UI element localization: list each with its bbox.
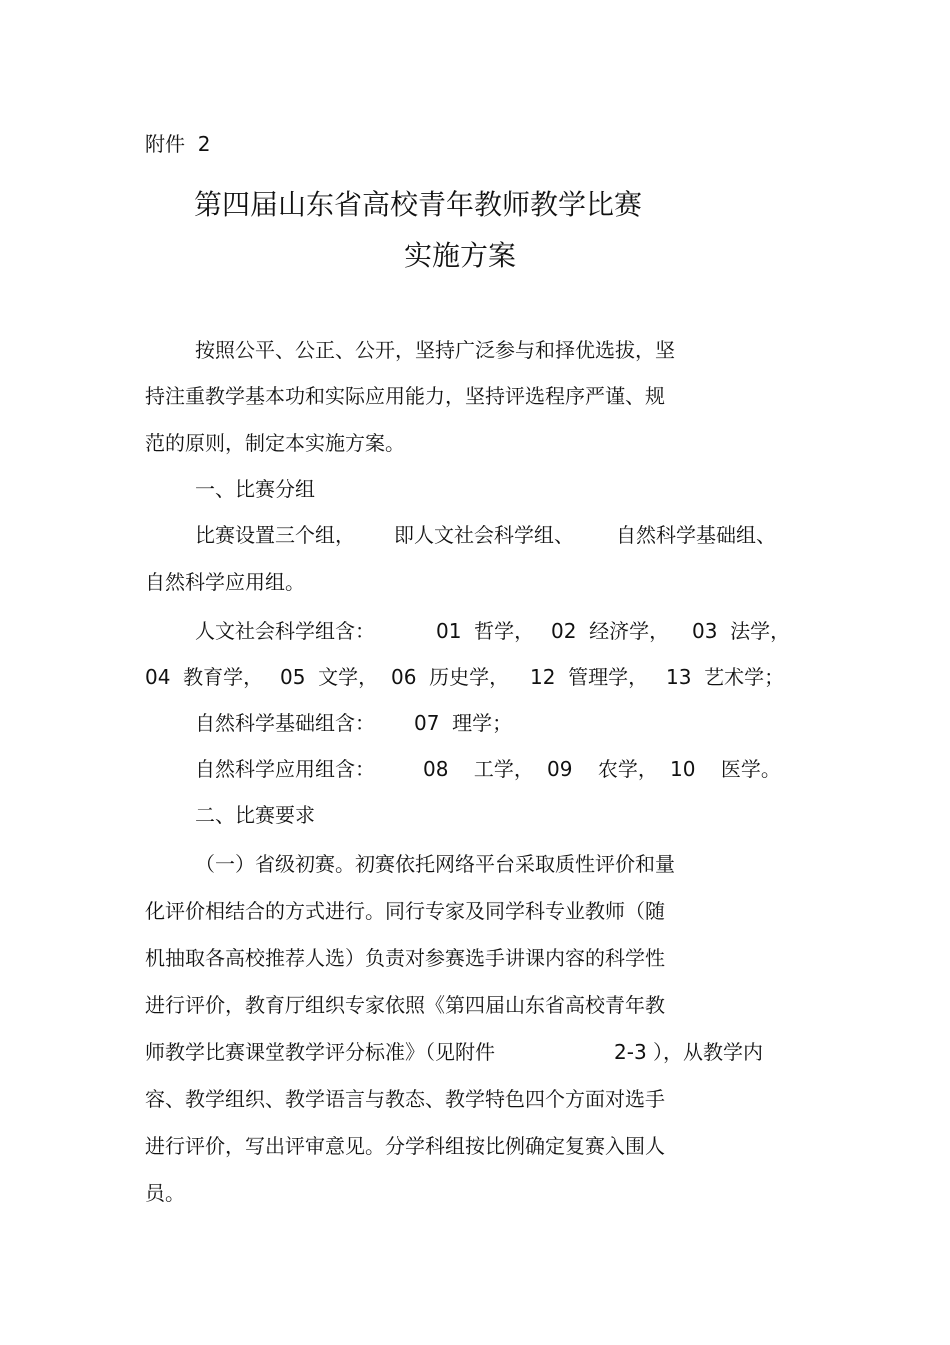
section2-para-line: 进行评价，教育厅组织专家依照《第四届山东省高校青年教 <box>145 993 665 1017</box>
section2-para-line: 员。 <box>145 1181 185 1205</box>
humanities-item: 13 艺术学； <box>666 665 785 689</box>
natural-applied-item: 10 医学。 <box>670 757 781 781</box>
section2-para-line: 进行评价，写出评审意见。分学科组按比例确定复赛入围人 <box>145 1134 665 1158</box>
intro-line-3: 范的原则，制定本实施方案。 <box>145 431 405 455</box>
natural-basic-label: 自然科学基础组含： <box>195 711 375 735</box>
humanities-label: 人文社会科学组含： <box>195 619 375 643</box>
section2-para-line: 师教学比赛课堂教学评分标准》（见附件 <box>145 1040 495 1064</box>
document-title: 第四届山东省高校青年教师教学比赛 <box>194 188 643 221</box>
groups-text-1b: 即人文社会科学组、 <box>394 523 574 547</box>
section2-para-line: 机抽取各高校推荐人选）负责对参赛选手讲课内容的科学性 <box>145 946 665 970</box>
intro-line-2: 持注重教学基本功和实际应用能力，坚持评选程序严谨、规 <box>145 384 665 408</box>
document-subtitle: 实施方案 <box>404 239 517 272</box>
humanities-item: 04 教育学， <box>145 665 264 689</box>
groups-text-1c: 自然科学基础组、 <box>616 523 776 547</box>
section2-para-line: 化评价相结合的方式进行。同行专家及同学科专业教师（随 <box>145 899 665 923</box>
section2-para-line: 2-3 ），从教学内 <box>614 1040 764 1064</box>
humanities-item: 12 管理学， <box>530 665 649 689</box>
attachment-label: 附件 2 <box>145 132 211 156</box>
natural-basic-item: 07 理学； <box>414 711 513 735</box>
section2-para-line: 容、教学组织、教学语言与教态、教学特色四个方面对选手 <box>145 1087 665 1111</box>
humanities-item: 01 哲学， <box>436 619 535 643</box>
section1-heading: 一、比赛分组 <box>195 477 315 501</box>
section2-para-line: （一）省级初赛。初赛依托网络平台采取质性评价和量 <box>195 852 675 876</box>
natural-applied-item: 09 农学， <box>547 757 658 781</box>
humanities-item: 05 文学， <box>280 665 379 689</box>
natural-applied-item: 08 工学， <box>423 757 534 781</box>
humanities-item: 06 历史学， <box>391 665 510 689</box>
humanities-item: 03 法学， <box>692 619 791 643</box>
section2-heading: 二、比赛要求 <box>195 803 315 827</box>
groups-text-2: 自然科学应用组。 <box>145 570 305 594</box>
intro-line-1: 按照公平、公正、公开，坚持广泛参与和择优选拔，坚 <box>195 338 675 362</box>
humanities-item: 02 经济学， <box>551 619 670 643</box>
natural-applied-label: 自然科学应用组含： <box>195 757 375 781</box>
groups-text-1a: 比赛设置三个组， <box>195 523 355 547</box>
